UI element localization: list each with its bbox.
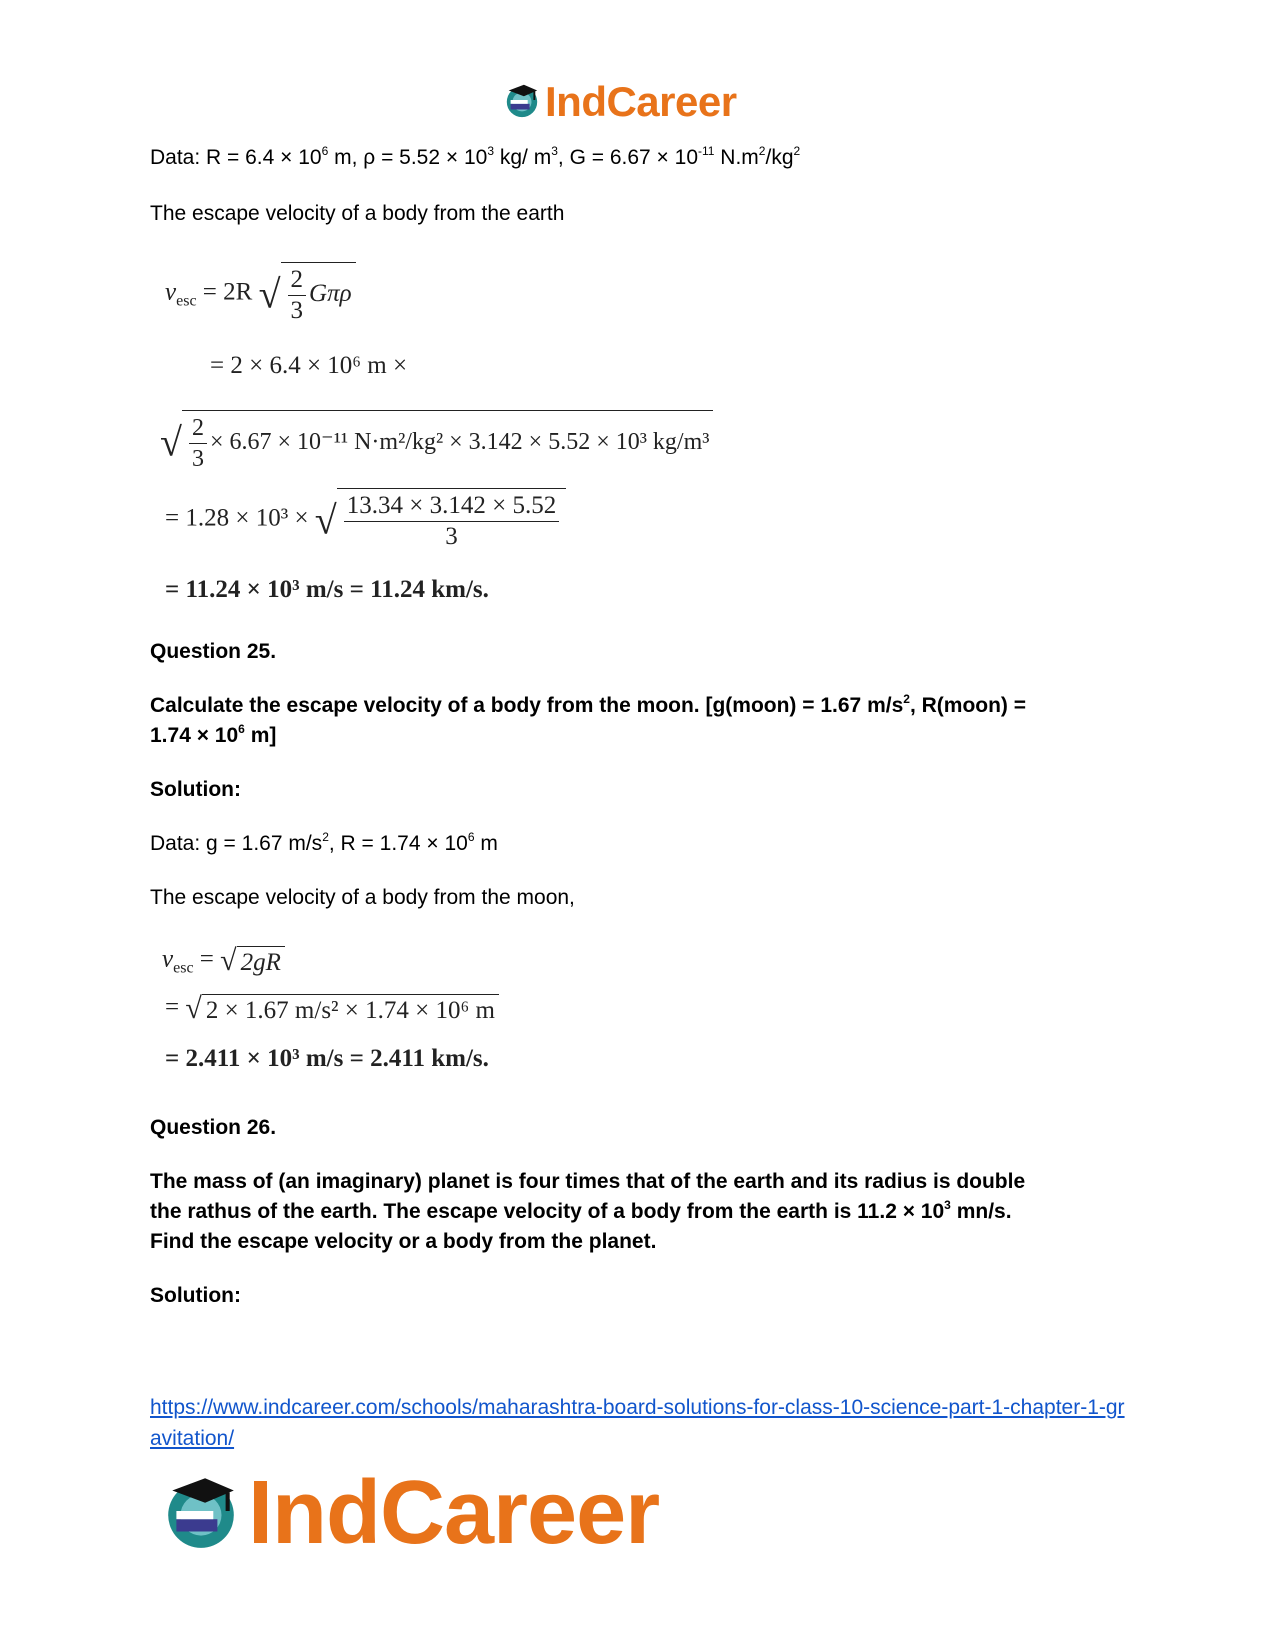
solution-label-2: Solution: bbox=[150, 1284, 241, 1307]
equation-moon-step-2: = √ 2 × 1.67 m/s² × 1.74 × 10⁶ m bbox=[165, 992, 499, 1026]
question-26-title: Question 26. bbox=[150, 1116, 277, 1139]
graduation-globe-icon bbox=[503, 81, 541, 124]
footer-logo bbox=[160, 1462, 659, 1565]
logo-text: IndCareer bbox=[248, 1463, 660, 1563]
header-logo bbox=[503, 78, 737, 126]
logo-text: IndCareer bbox=[545, 78, 737, 125]
equation-step-4: = 1.28 × 10³ × √ $\frac{13.34 \times 3.142 \times 5.52}{3}$ bbox=[165, 488, 566, 552]
equation-result-moon: = 2.411 × 10³ m/s = 2.411 km/s. bbox=[165, 1045, 489, 1072]
question-25-text-cont: $1.74 \times 10^6$ m] bbox=[150, 722, 277, 747]
equation-moon-formula: $v_{esc}$ = √ 2gR bbox=[162, 944, 285, 978]
question-26-text-line-1: The mass of (an imaginary) planet is four times that of the earth and its radius is double bbox=[150, 1170, 1026, 1193]
question-25-title: Question 25. bbox=[150, 640, 277, 663]
solution-label: Solution: bbox=[150, 778, 241, 801]
equation-step-2: = 2 × 6.4 × 10⁶ m × bbox=[210, 352, 408, 379]
earth-intro-text: The escape velocity of a body from the earth bbox=[150, 202, 565, 225]
question-26-text-line-3: Find the escape velocity or a body from the planet. bbox=[150, 1230, 657, 1253]
equation-escape-velocity-formula: $v_{esc} = 2R$ √ $\frac{2}{3}$ Gπρ bbox=[165, 262, 356, 326]
source-link[interactable]: https://www.indcareer.com/schools/maharashtra-board-solutions-for-class-10-science-part-1-chapter-1-gravitation/ bbox=[150, 1396, 1125, 1450]
data-line-moon: Data: g = 1.67 $m/s^2$, $R = 1.74 \times 10^6$ m bbox=[150, 830, 498, 855]
equation-step-3: √ $\frac{2}{3}$ × 6.67 × 10⁻¹¹ N·m²/kg² × 3.142 × 5.52 × 10³ kg/m³ bbox=[160, 410, 713, 474]
question-25-text: Calculate the escape velocity of a body from the moon. [g(moon) = 1.67 $m/s^2$, R(moon) = bbox=[150, 692, 1027, 717]
moon-intro-text: The escape velocity of a body from the moon, bbox=[150, 886, 575, 909]
graduation-globe-icon bbox=[160, 1470, 242, 1557]
data-line-earth: Data: $R = 6.4 \times 10^6$ m, $\rho = 5.52 \times 10^3$ kg/ $m^3$, $G = 6.67 \times 10^{-11}$ $N.m^2/kg^2$ bbox=[150, 144, 801, 169]
question-26-text-line-2: the rathus of the earth. The escape velocity of a body from the earth is $11.2 \times 10^3$ mn/s. bbox=[150, 1198, 1012, 1223]
equation-result-earth: = 11.24 × 10³ m/s = 11.24 km/s. bbox=[165, 576, 489, 603]
